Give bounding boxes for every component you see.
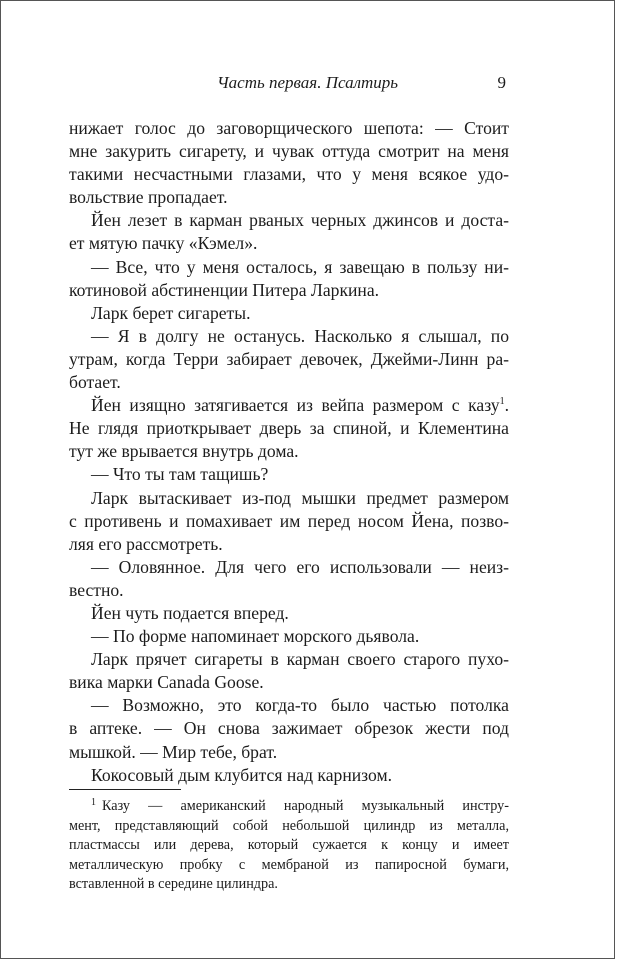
- text-line-content: Ларк берет сигареты.: [91, 302, 251, 323]
- footnote-line: [69, 856, 509, 876]
- text-line-content: — По форме напоминает морского дьявола.: [91, 626, 420, 647]
- footnote-rule: [69, 789, 181, 790]
- text-line: [69, 579, 509, 602]
- footnote-line: [69, 817, 509, 837]
- footnote-line: [69, 797, 509, 817]
- text-line-content: такими несчастными глазами, что у меня всякое удо-: [69, 164, 509, 185]
- text-line-content: — Все, что у меня осталось, я завещаю в пользу ни-: [91, 256, 509, 277]
- text-line-content: вика марки Canada Goose.: [69, 672, 264, 693]
- text-line-content: вольствие пропадает.: [69, 187, 228, 208]
- text-line: [69, 440, 509, 463]
- text-line-content: Не глядя приоткрывает дверь за спиной, и Клементина: [69, 418, 509, 439]
- text-line: [69, 117, 509, 140]
- text-line-content: утрам, когда Терри забирает девочек, Джейми-Линн ра-: [69, 348, 509, 369]
- text-line: [69, 648, 509, 671]
- text-line-content: Йен изящно затягивается из вейпа размером с казу: [91, 395, 500, 416]
- body-text: [69, 117, 509, 787]
- text-line-content: в аптеке. — Он снова зажимает обрезок жести под: [69, 718, 509, 739]
- text-line-content: мышкой. — Мир тебе, брат.: [69, 741, 278, 762]
- text-line-content: Йен чуть подается вперед.: [91, 602, 289, 623]
- text-line: [69, 256, 509, 279]
- text-line: [69, 209, 509, 232]
- footnote-line-content: металлическую пробку с мембраной из папиросной бумаги,: [69, 856, 509, 873]
- text-line-content: Ларк прячет сигареты в карман своего старого пухо-: [91, 649, 509, 670]
- text-line-content: котиновой абстиненции Питера Ларкина.: [69, 279, 380, 300]
- text-line-content: ет мятую пачку «Кэмел».: [69, 233, 258, 254]
- text-line: [69, 625, 509, 648]
- text-line-content: — Что ты там тащишь?: [91, 464, 269, 485]
- text-line: [69, 741, 509, 764]
- footnote-line-content: Казу — американский народный музыкальный инстру-: [102, 798, 509, 814]
- text-line: [69, 671, 509, 694]
- text-line: [69, 417, 509, 440]
- text-line: [69, 325, 509, 348]
- text-line: [69, 510, 509, 533]
- text-line: [69, 302, 509, 325]
- text-line-content: — Я в долгу не останусь. Насколько я слышал, по: [91, 325, 509, 346]
- footnote-reference[interactable]: 1: [499, 396, 505, 408]
- text-line: [69, 533, 509, 556]
- text-line: [69, 556, 509, 579]
- text-line: [69, 463, 509, 486]
- text-line: [69, 717, 509, 740]
- footnote-line-content: мент, представляющий собой небольшой цилиндр из металла,: [69, 817, 509, 834]
- footnote-line-content: пластмассы или дерева, который сужается к концу и имеет: [69, 837, 509, 853]
- text-line: [69, 186, 509, 209]
- text-line-content: ботает.: [69, 372, 121, 393]
- text-line: [69, 279, 509, 302]
- footnote-line: [69, 836, 509, 856]
- footnote-marker: 1: [91, 797, 96, 808]
- text-line-content: с противень и помахивает им перед носом Йена, позво-: [69, 510, 509, 531]
- text-line: [69, 140, 509, 163]
- text-line: [69, 764, 509, 787]
- text-line: [69, 232, 509, 255]
- footnote-line: [69, 875, 509, 895]
- footnote-block: [69, 797, 509, 895]
- text-line-content: мне закурить сигарету, и чувак оттуда смотрит на меня: [69, 141, 509, 162]
- text-line: [69, 371, 509, 394]
- text-line-content: — Возможно, это когда-то было частью потолка: [91, 695, 509, 716]
- text-line-content: вестно.: [69, 579, 124, 600]
- text-line: [69, 602, 509, 625]
- text-line: [69, 694, 509, 717]
- page-number: 9: [497, 73, 506, 92]
- text-line: [69, 487, 509, 510]
- footnote-line-content: вставленной в середине цилиндра.: [69, 876, 278, 892]
- text-line-content: нижает голос до заговорщического шепота: — Стоит: [69, 118, 509, 138]
- text-line-content: тут же врывается внутрь дома.: [69, 441, 299, 462]
- text-line-content: — Оловянное. Для чего его использовали — неиз-: [91, 556, 509, 577]
- text-line-content: ляя его рассмотреть.: [69, 533, 223, 554]
- text-line: [69, 348, 509, 371]
- text-line-content: Кокосовый дым клубится над карнизом.: [91, 764, 392, 785]
- text-line-content: Ларк вытаскивает из-под мышки предмет размером: [91, 487, 509, 508]
- running-title: Часть первая. Псалтирь: [216, 73, 399, 92]
- text-line: [69, 163, 509, 186]
- text-line: Йен изящно затягивается из вейпа размером с казу$^1$.: [91, 395, 509, 416]
- text-line-content: Йен лезет в карман рваных черных джинсов и доста-: [91, 210, 509, 231]
